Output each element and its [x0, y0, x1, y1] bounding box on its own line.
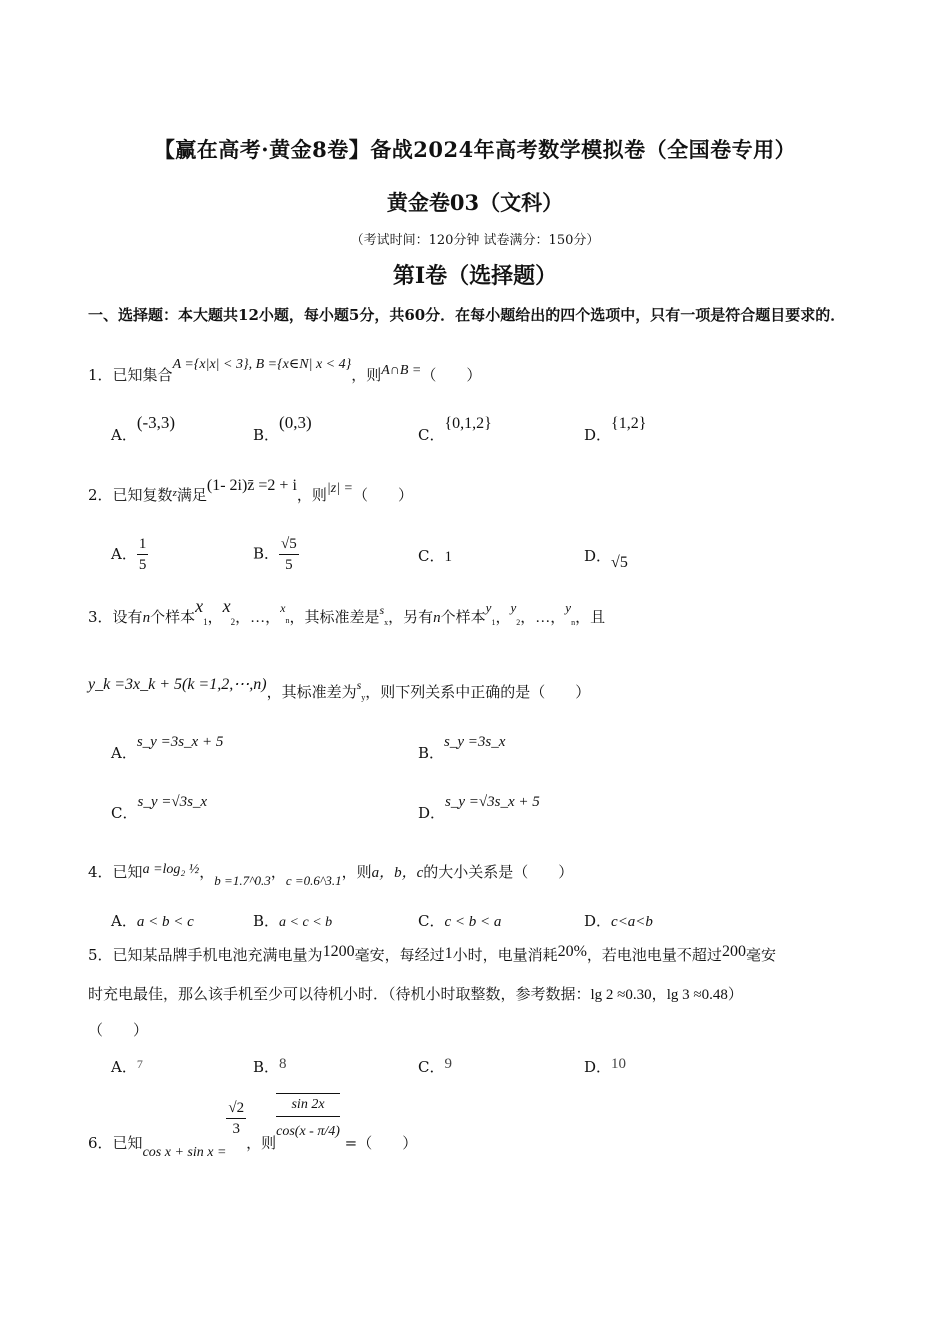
question-text: 的大小关系是（ ） — [423, 863, 574, 881]
option-label: A． — [111, 912, 137, 930]
option-b — [253, 910, 332, 931]
fraction — [137, 534, 149, 575]
option-label: C． — [111, 804, 138, 822]
reference-value: lg 2 ≈0.30 — [590, 987, 652, 1003]
question-text: ，且 — [575, 608, 606, 626]
ellipsis: … — [250, 610, 266, 626]
option-value: (0,3) — [279, 413, 312, 432]
section-intro: 一、选择题：本大题共12小题，每小题5分，共60分．在每小题给出的四个选项中，只有一项是符合题目要求的． — [88, 306, 846, 324]
volume-title: 第I卷（选择题） — [392, 263, 558, 289]
option-b — [253, 1056, 287, 1077]
denominator: 3 — [232, 1120, 240, 1137]
separator: ， — [550, 608, 566, 626]
question-text: 满足 — [176, 486, 207, 504]
option-value: 1 — [444, 549, 452, 565]
question-number: 1． — [88, 366, 113, 384]
answer-paren: （ ） — [353, 486, 414, 504]
question-3 — [88, 596, 606, 627]
option-a — [111, 534, 148, 575]
math-expression: A ={x|x| < 3}, B ={x∈N| x < 4} — [172, 357, 352, 372]
separator: ， — [207, 608, 223, 626]
option-label: B． — [253, 912, 280, 930]
fraction — [226, 1098, 246, 1139]
subscript: 2 — [230, 617, 236, 627]
option-label: A． — [111, 1058, 137, 1076]
option-value: a < c < b — [279, 915, 333, 930]
question-3-line2 — [88, 676, 591, 702]
option-value: c<a<b — [611, 914, 653, 930]
subscript: 1 — [491, 618, 496, 627]
option-a — [111, 910, 194, 931]
math-value: 20% — [557, 943, 587, 960]
option-label: B． — [253, 1058, 280, 1076]
option-value: 10 — [611, 1056, 627, 1072]
subscript: x — [384, 618, 389, 627]
option-d — [584, 1056, 626, 1077]
math-variable: y — [565, 600, 572, 615]
question-text: ，则 — [246, 1134, 277, 1152]
question-text: ，另有 — [388, 608, 434, 626]
question-text: ，则 — [341, 863, 372, 881]
ellipsis: … — [535, 610, 551, 626]
subscript: n — [285, 616, 290, 625]
numerator: sin 2x — [276, 1093, 340, 1117]
option-label: D． — [584, 1058, 612, 1076]
math-variable: n — [433, 610, 441, 626]
denominator: cos(x - π/4) — [276, 1124, 340, 1139]
question-5-paren: （ ） — [88, 1021, 149, 1039]
math-expression: y_k =3x_k + 5(k =1,2,⋯,n) — [88, 676, 267, 693]
question-number: 6． — [88, 1134, 113, 1152]
separator: ， — [520, 608, 536, 626]
option-label: B． — [418, 744, 445, 762]
question-text: =（ ） — [339, 1134, 418, 1152]
question-number: 5． — [88, 946, 113, 964]
option-c — [418, 415, 492, 445]
option-label: D． — [584, 547, 612, 565]
option-value: {0,1,2} — [444, 415, 492, 432]
option-value: 9 — [444, 1056, 452, 1072]
question-text: ，则 — [351, 366, 382, 384]
math-variables: a，b，c — [371, 865, 424, 881]
option-value: {1,2} — [611, 415, 647, 432]
option-label: C． — [418, 912, 445, 930]
numerator: √2 — [226, 1098, 246, 1119]
option-value: s_y =√3s_x + 5 — [445, 794, 540, 810]
math-variable: z — [172, 487, 177, 499]
answer-paren: （ ） — [421, 366, 482, 384]
denominator: 5 — [285, 557, 293, 573]
math-expression: |z| = — [326, 481, 353, 496]
option-value: c < b < a — [444, 914, 502, 930]
question-number: 3． — [88, 608, 113, 626]
separator: ， — [235, 608, 251, 626]
option-d — [418, 794, 540, 823]
math-expression: (1- 2i)z̄ =2 + i — [206, 477, 297, 494]
denominator: 5 — [138, 557, 147, 573]
question-text: 毫安 — [745, 946, 776, 964]
question-text: 已知某品牌手机电池充满电量为 — [112, 946, 323, 964]
math-variable: x — [222, 596, 231, 616]
option-label: D． — [584, 912, 612, 930]
option-c — [418, 910, 501, 931]
question-text: ，则下列关系中正确的是（ ） — [365, 683, 591, 701]
subscript: n — [571, 618, 576, 627]
option-d — [584, 910, 653, 931]
question-2 — [88, 477, 414, 505]
separator: ， — [265, 608, 281, 626]
question-4: 4．已知a =log₂ ½，b =1.7^0.3，c =0.6^3.1，则a，b，c的大小关系是（ ） — [88, 862, 574, 888]
question-text: 小时，电量消耗 — [452, 946, 558, 964]
numerator: √5 — [279, 534, 299, 555]
option-c — [418, 545, 452, 566]
question-text: 已知集合 — [112, 366, 173, 384]
option-b — [418, 734, 506, 763]
question-text: 个样本 — [150, 608, 196, 626]
option-label: B． — [253, 544, 280, 563]
math-expression: b =1.7^0.3 — [214, 873, 271, 888]
option-label: D． — [584, 426, 612, 444]
question-text: 毫安，每经过 — [354, 946, 445, 964]
option-a — [111, 734, 224, 763]
option-value: a < b < c — [136, 914, 194, 930]
reference-value: lg 3 ≈0.48 — [666, 987, 728, 1003]
math-variable: s — [356, 678, 362, 692]
question-5-line2: 时充电最佳，那么该手机至少可以待机小时．（待机小时取整数，参考数据：lg 2 ≈0.30，lg 3 ≈0.48） — [88, 985, 743, 1003]
question-text: 设有 — [112, 608, 143, 626]
option-label: A． — [111, 744, 137, 762]
option-b — [253, 534, 299, 575]
question-text: ，其标准差是 — [289, 608, 380, 626]
option-label: A． — [111, 426, 137, 444]
question-text: ，若电池电量不超过 — [586, 946, 722, 964]
option-value: s_y =√3s_x — [137, 794, 208, 810]
math-expression: a =log₂ ½ — [142, 862, 200, 877]
option-value: √5 — [611, 554, 628, 571]
math-variable: y — [485, 600, 492, 615]
question-text: ，其标准差为 — [266, 683, 357, 701]
exam-subtitle: 黄金卷03（文科） — [386, 190, 564, 215]
question-number: 4． — [88, 863, 113, 881]
option-a — [111, 1056, 143, 1077]
subscript: 2 — [516, 618, 521, 627]
option-b — [253, 413, 312, 445]
numerator: 1 — [137, 534, 149, 555]
math-expression: c =0.6^3.1 — [285, 873, 342, 888]
option-label: C． — [418, 547, 445, 565]
math-variable: x — [195, 596, 204, 616]
math-expression: cos x + sin x = — [142, 1145, 227, 1160]
exam-title: 【赢在高考·黄金8卷】备战2024年高考数学模拟卷（全国卷专用） — [153, 137, 797, 162]
option-value: s_y =3s_x + 5 — [136, 734, 224, 750]
question-text: 已知复数 — [112, 486, 173, 504]
math-variable: y — [510, 600, 517, 615]
option-value: 8 — [279, 1056, 287, 1072]
question-1 — [88, 357, 482, 385]
option-value: s_y =3s_x — [444, 734, 506, 750]
question-text: ） — [727, 985, 743, 1003]
option-label: B． — [253, 426, 280, 444]
math-expression: A∩B = — [381, 363, 422, 378]
option-label: A． — [111, 544, 137, 563]
question-6 — [88, 1095, 418, 1160]
fraction — [279, 534, 299, 575]
option-c — [111, 794, 208, 823]
question-text: 已知 — [112, 1134, 143, 1152]
math-variable: x — [280, 601, 286, 615]
exam-info: （考试时间：120分钟 试卷满分：150分） — [350, 233, 600, 248]
option-value: (-3,3) — [136, 413, 176, 432]
question-number: 2． — [88, 486, 113, 504]
fraction — [276, 1093, 340, 1147]
question-text: 个样本 — [440, 608, 486, 626]
math-value: 1 — [444, 945, 453, 962]
subscript: 1 — [203, 617, 208, 627]
question-text: 时充电最佳，那么该手机至少可以待机小时．（待机小时取整数，参考数据： — [88, 985, 591, 1003]
separator: ， — [495, 608, 511, 626]
question-text: 已知 — [112, 863, 143, 881]
option-label: C． — [418, 426, 445, 444]
option-label: C． — [418, 1058, 445, 1076]
option-d — [584, 545, 628, 571]
option-a — [111, 413, 176, 445]
math-value: 1200 — [322, 943, 355, 960]
option-label: D． — [418, 804, 446, 822]
question-5 — [88, 944, 776, 965]
option-c — [418, 1056, 452, 1077]
math-variable: s — [379, 603, 385, 617]
subscript: y — [361, 693, 366, 702]
math-value: 200 — [721, 943, 746, 960]
question-text: ，则 — [296, 486, 327, 504]
option-d — [584, 415, 647, 445]
option-value: 7 — [136, 1057, 143, 1071]
math-variable: n — [142, 610, 151, 626]
